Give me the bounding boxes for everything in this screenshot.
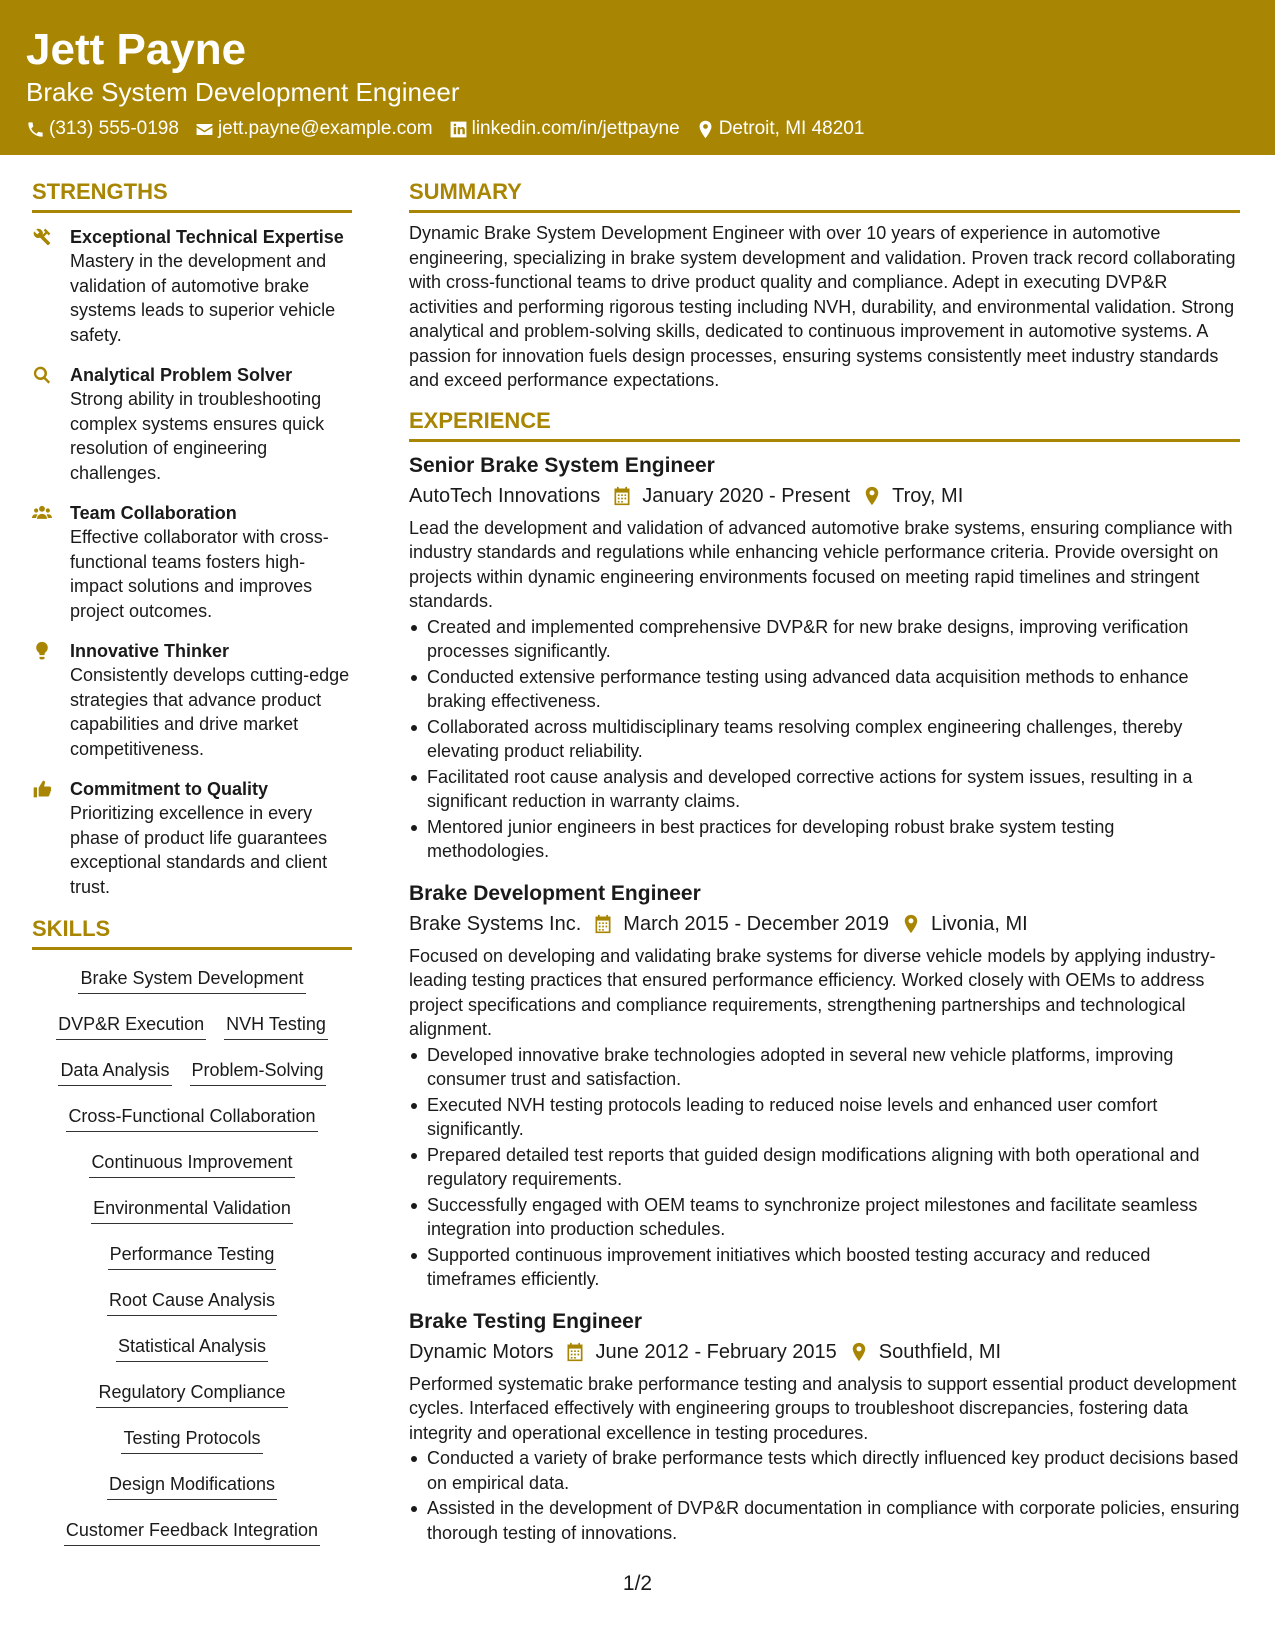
- map-pin-icon: [849, 1342, 869, 1362]
- map-pin-icon: [901, 914, 921, 934]
- strengths-heading: STRENGTHS: [32, 178, 352, 213]
- job-meta: [409, 482, 1240, 510]
- job-role: Brake Development Engineer: [409, 881, 701, 905]
- list-item: Successfully engaged with OEM teams to synchronize project milestones and facilitate seamless integration into production schedules.: [409, 1193, 1240, 1242]
- skill-tag: Testing Protocols: [121, 1426, 262, 1454]
- job-location: Southfield, MI: [878, 1340, 1002, 1363]
- job-entry: [409, 452, 1240, 864]
- page-number: 1/2: [622, 1572, 653, 1595]
- job-entry: [409, 1308, 1240, 1546]
- resume-header: [0, 0, 1275, 155]
- list-item: Facilitated root cause analysis and developed corrective actions for system issues, resulting in a significant reduction in warranty claims.: [409, 765, 1240, 814]
- phone-icon: [26, 120, 45, 139]
- job-description: Lead the development and validation of advanced automotive brake systems, ensuring compliance with industry standards and regulations while enhancing vehicle performance criteria. Provide oversight on projects within dynamic engineering environments focused on meeting rapid timelines and stringent standards.: [409, 517, 1233, 611]
- job-bullets: [409, 615, 1240, 864]
- contact-bar: [26, 118, 1275, 140]
- job-meta: [409, 1338, 1240, 1366]
- lightbulb-icon: [32, 641, 52, 661]
- thumbs-up-icon: [32, 779, 52, 799]
- contact-location-text: Detroit, MI 48201: [718, 118, 865, 139]
- skill-tag: Brake System Development: [78, 966, 305, 994]
- strength-title: Analytical Problem Solver: [70, 365, 293, 385]
- skills-list: [32, 966, 352, 1564]
- list-item: Prepared detailed test reports that guided design modifications aligning with both operational and regulatory requirements.: [409, 1143, 1240, 1192]
- job-bullets: [409, 1446, 1240, 1545]
- skill-tag: Root Cause Analysis: [107, 1288, 277, 1316]
- list-item: Executed NVH testing protocols leading to reduced noise levels and enhanced user comfort significantly.: [409, 1093, 1240, 1142]
- list-item: Collaborated across multidisciplinary teams resolving complex engineering challenges, thereby elevating product reliability.: [409, 715, 1240, 764]
- list-item: Conducted extensive performance testing using advanced data acquisition methods to enhance braking effectiveness.: [409, 665, 1240, 714]
- summary-heading: SUMMARY: [409, 178, 1240, 213]
- skill-tag: Continuous Improvement: [89, 1150, 294, 1178]
- job-company: AutoTech Innovations: [409, 484, 601, 507]
- list-item: Supported continuous improvement initiatives which boosted testing accuracy and reduced timeframes efficiently.: [409, 1243, 1240, 1292]
- strength-item: [32, 501, 352, 623]
- summary-text: Dynamic Brake System Development Engineer with over 10 years of experience in automotive engineering, specializing in brake system development and validation. Proven track record collaborating with cross-functional teams to drive product quality and compliance. Adept in executing DVP&R activities and performing rigorous testing including NVH, durability, and environmental validation. Strong analytical and problem-solving skills, dedicated to continuous improvement in automotive systems. A passion for innovation fuels design processes, ensuring systems consistently meet industry standards and exceed performance expectations.: [409, 223, 1236, 390]
- job-description: Focused on developing and validating brake systems for diverse vehicle models by applying industry-leading testing practices that ensured performance efficiency. Worked closely with OEMs to address project specifications and compliance requirements, strengthening partnerships and technological alignment.: [409, 945, 1216, 1039]
- skill-tag: NVH Testing: [224, 1012, 328, 1040]
- skills-heading: SKILLS: [32, 915, 352, 950]
- strength-item: [32, 225, 352, 347]
- strength-desc: Prioritizing excellence in every phase of product life guarantees exceptional standards and client trust.: [70, 803, 328, 897]
- envelope-icon: [195, 120, 214, 139]
- candidate-title: Brake System Development Engineer: [26, 77, 460, 107]
- contact-linkedin[interactable]: [449, 118, 680, 140]
- job-entry: [409, 880, 1240, 1292]
- skill-tag: Design Modifications: [107, 1472, 277, 1500]
- skill-tag: Cross-Functional Collaboration: [66, 1104, 317, 1132]
- experience-heading: EXPERIENCE: [409, 407, 1240, 442]
- skill-tag: Customer Feedback Integration: [64, 1518, 320, 1546]
- job-bullets: [409, 1043, 1240, 1292]
- strength-desc: Consistently develops cutting-edge strategies that advance product capabilities and drive market competitiveness.: [70, 665, 350, 759]
- list-item: Conducted a variety of brake performance tests which directly influenced key product decisions based on empirical data.: [409, 1446, 1240, 1495]
- contact-linkedin-text: linkedin.com/in/jettpayne: [471, 118, 680, 139]
- strength-title: Innovative Thinker: [70, 641, 230, 661]
- skill-tag: Data Analysis: [58, 1058, 171, 1086]
- skill-tag: Performance Testing: [108, 1242, 277, 1270]
- contact-phone[interactable]: [26, 118, 179, 140]
- strength-title: Commitment to Quality: [70, 779, 269, 799]
- job-role: Brake Testing Engineer: [409, 1309, 643, 1333]
- calendar-icon: [565, 1342, 585, 1362]
- strength-desc: Strong ability in troubleshooting complex systems ensures quick resolution of engineering challenges.: [70, 389, 325, 483]
- job-dates: January 2020 - Present: [642, 484, 851, 507]
- strength-title: Team Collaboration: [70, 503, 237, 523]
- strength-item: [32, 639, 352, 761]
- strength-title: Exceptional Technical Expertise: [70, 227, 344, 247]
- job-meta: [409, 910, 1240, 938]
- job-description: Performed systematic brake performance testing and analysis to support essential product development cycles. Interfaced effectively with engineering groups to troubleshoot discrepancies, fostering data integrity and operational excellence in testing procedures.: [409, 1373, 1237, 1443]
- strength-desc: Mastery in the development and validation of automotive brake systems leads to superior vehicle safety.: [70, 251, 336, 345]
- right-column: [409, 178, 1240, 1545]
- list-item: Created and implemented comprehensive DVP&R for new brake designs, improving verification processes significantly.: [409, 615, 1240, 664]
- strength-item: [32, 363, 352, 485]
- contact-phone-text: (313) 555-0198: [49, 118, 179, 139]
- job-company: Dynamic Motors: [409, 1340, 554, 1363]
- tools-icon: [32, 227, 52, 247]
- strength-item: [32, 777, 352, 899]
- job-dates: June 2012 - February 2015: [595, 1340, 837, 1363]
- map-pin-icon: [696, 120, 715, 139]
- skill-tag: Problem-Solving: [190, 1058, 326, 1086]
- skill-tag: Regulatory Compliance: [96, 1380, 287, 1408]
- skill-tag: DVP&R Execution: [56, 1012, 206, 1040]
- left-column: [32, 178, 352, 1564]
- search-icon: [32, 365, 52, 385]
- map-pin-icon: [862, 486, 882, 506]
- strengths-list: [32, 225, 352, 899]
- list-item: Developed innovative brake technologies adopted in several new vehicle platforms, improving consumer trust and satisfaction.: [409, 1043, 1240, 1092]
- list-item: Mentored junior engineers in best practices for developing robust brake system testing methodologies.: [409, 815, 1240, 864]
- skill-tag: Statistical Analysis: [116, 1334, 268, 1362]
- candidate-name: Jett Payne: [26, 25, 247, 74]
- job-location: Livonia, MI: [930, 912, 1028, 935]
- linkedin-icon: [449, 120, 468, 139]
- job-role: Senior Brake System Engineer: [409, 453, 715, 477]
- calendar-icon: [593, 914, 613, 934]
- skill-tag: Environmental Validation: [91, 1196, 293, 1224]
- list-item: Assisted in the development of DVP&R documentation in compliance with corporate policies, ensuring thorough testing of innovations.: [409, 1496, 1240, 1545]
- job-dates: March 2015 - December 2019: [623, 912, 889, 935]
- job-company: Brake Systems Inc.: [409, 912, 582, 935]
- users-icon: [32, 503, 52, 523]
- contact-email[interactable]: [195, 118, 433, 140]
- calendar-icon: [612, 486, 632, 506]
- strength-desc: Effective collaborator with cross-functional teams fosters high-impact solutions and improves project outcomes.: [70, 527, 329, 621]
- contact-email-text: jett.payne@example.com: [217, 118, 433, 139]
- job-location: Troy, MI: [892, 484, 964, 507]
- contact-location: [696, 118, 865, 140]
